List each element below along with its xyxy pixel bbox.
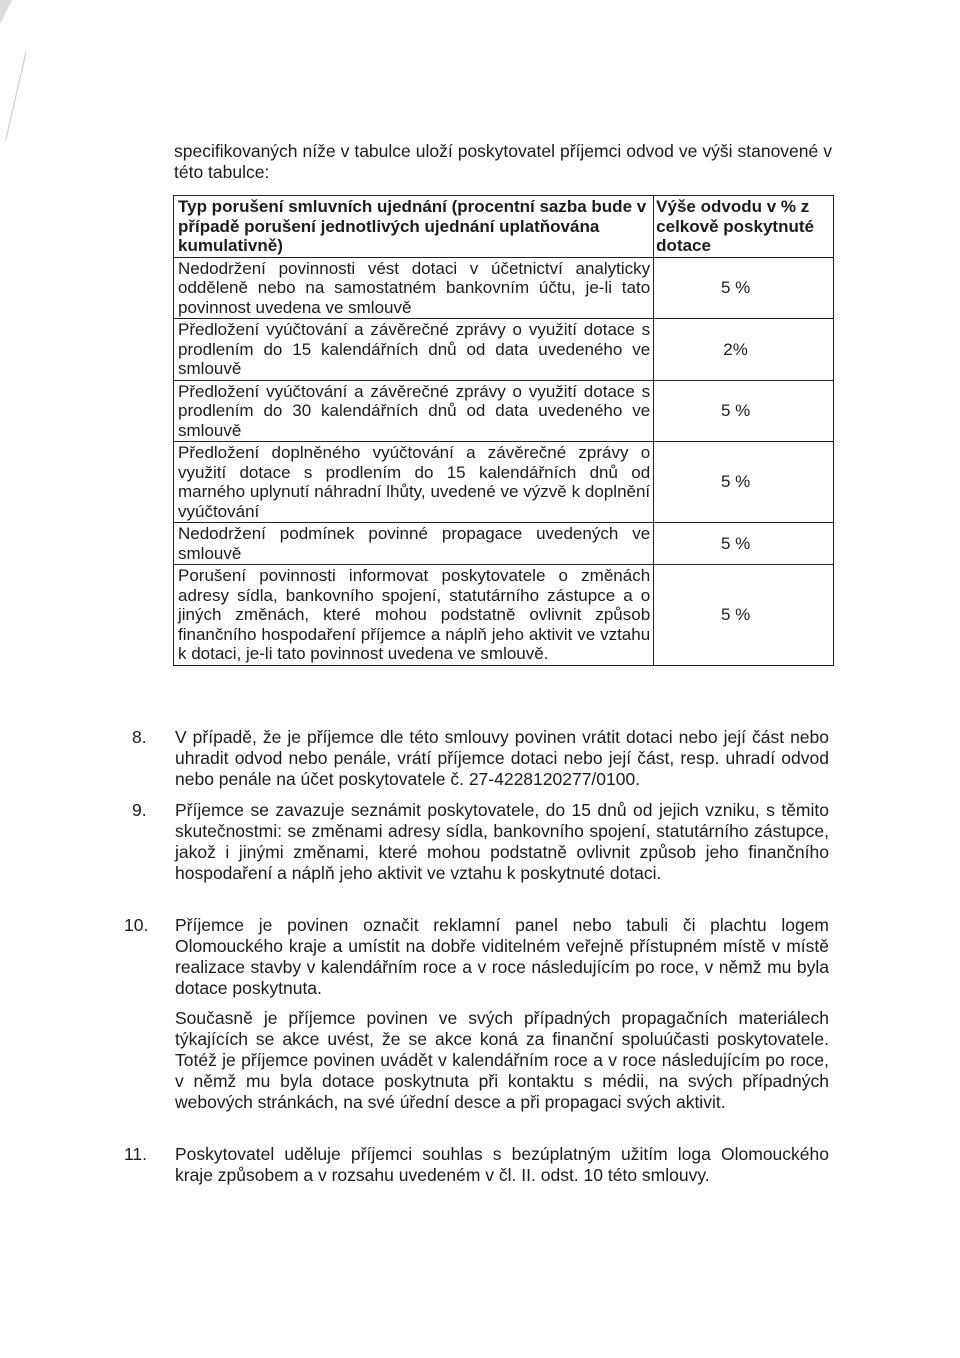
clause-paragraph: V případě, že je příjemce dle této smlouvy povinen vrátit dotaci nebo její část nebo uhradit odvod nebo penále, vrátí příjemce dotaci nebo její část, resp. uhradí odvod nebo penále na účet poskytovatele č. 27-4228120277/0100.: [175, 727, 829, 789]
table-row: [174, 380, 834, 442]
breach-type-cell: Předložení vyúčtování a závěrečné zprávy o využití dotace s prodlením do 15 kalendářních dnů od data uvedeného ve smlouvě: [174, 319, 654, 381]
breach-type-cell: Předložení vyúčtování a závěrečné zprávy o využití dotace s prodlením do 30 kalendářních dnů od data uvedeného ve smlouvě: [174, 380, 654, 442]
table-row: [174, 565, 834, 666]
table-row: [174, 257, 834, 319]
penalty-table: [173, 195, 834, 666]
clause-number: 10.: [124, 915, 149, 935]
table-row: [174, 442, 834, 523]
clause-paragraph: Poskytovatel uděluje příjemci souhlas s bezúplatným užitím loga Olomouckého kraje způsobem a v rozsahu uvedeném v čl. II. odst. 10 této smlouvy.: [175, 1144, 829, 1185]
clause-number: 11.: [124, 1144, 148, 1164]
breach-type-cell: Předložení doplněného vyúčtování a závěrečné zprávy o využití dotace s prodlením do 15 kalendářních dnů od marného uplynutí náhradní lhůty, uvedené ve výzvě k doplnění vyúčtování: [174, 442, 654, 523]
header-breach-type: Typ porušení smluvních ujednání (procentní sazba bude v případě porušení jednotlivých ujednání uplatňována kumulativně): [174, 196, 654, 258]
clause-paragraph: Příjemce se zavazuje seznámit poskytovatele, do 15 dnů od jejich vzniku, s těmito skutečnostmi: se změnami adresy sídla, bankovního spojení, statutárního zástupce, jakož i jinými změnami, které mohou podstatně ovlivnit způsob jeho finančního hospodaření a náplň jeho aktivit ve vztahu k poskytnuté dotaci.: [175, 800, 829, 883]
breach-type-cell: Nedodržení podmínek povinné propagace uvedených ve smlouvě: [174, 523, 654, 565]
clause-number: 9.: [132, 800, 147, 820]
table-row: [174, 319, 834, 381]
penalty-rate-cell: 5 %: [654, 565, 834, 666]
table-row: [174, 523, 834, 565]
penalty-rate-cell: 5 %: [654, 380, 834, 442]
penalty-rate-cell: 5 %: [654, 523, 834, 565]
table-header-row: [174, 196, 834, 258]
breach-type-cell: Porušení povinnosti informovat poskytovatele o změnách adresy sídla, bankovního spojení, statutárního zástupce a o jiných změnách, které mohou podstatně ovlivnit způsob finančního hospodaření příjemce a náplň jeho aktivit ve vztahu k dotaci, je-li tato povinnost uvedena ve smlouvě.: [174, 565, 654, 666]
penalty-rate-cell: 5 %: [654, 442, 834, 523]
penalty-rate-cell: 2%: [654, 319, 834, 381]
penalty-rate-cell: 5 %: [654, 257, 834, 319]
clause-paragraph: Příjemce je povinen označit reklamní panel nebo tabuli či plachtu logem Olomouckého kraje a umístit na dobře viditelném veřejně přístupném místě v místě realizace stavby v kalendářním roce a v roce následujícím po roce, v němž mu byla dotace poskytnuta.: [175, 915, 829, 998]
breach-type-cell: Nedodržení povinnosti vést dotaci v účetnictví analyticky odděleně nebo na samostatném bankovním účtu, je-li tato povinnost uvedena ve smlouvě: [174, 257, 654, 319]
clause-paragraph: Současně je příjemce povinen ve svých případných propagačních materiálech týkajících se akce uvést, že se akce koná za finanční spoluúčasti poskytovatele. Totéž je příjemce povinen uvádět v kalendářním roce a v roce následujícím po roce, v němž mu byla dotace poskytnuta při kontaktu s médii, na svých případných webových stránkách, na své úřední desce a při propagaci svých aktivit.: [175, 1008, 829, 1112]
intro-paragraph: specifikovaných níže v tabulce uloží poskytovatel příjemci odvod ve výši stanovené v této tabulce:: [174, 141, 832, 182]
header-penalty-rate: Výše odvodu v % z celkově poskytnuté dotace: [654, 196, 834, 258]
clause-number: 8.: [132, 727, 147, 747]
scan-edge-mark: [0, 0, 120, 140]
